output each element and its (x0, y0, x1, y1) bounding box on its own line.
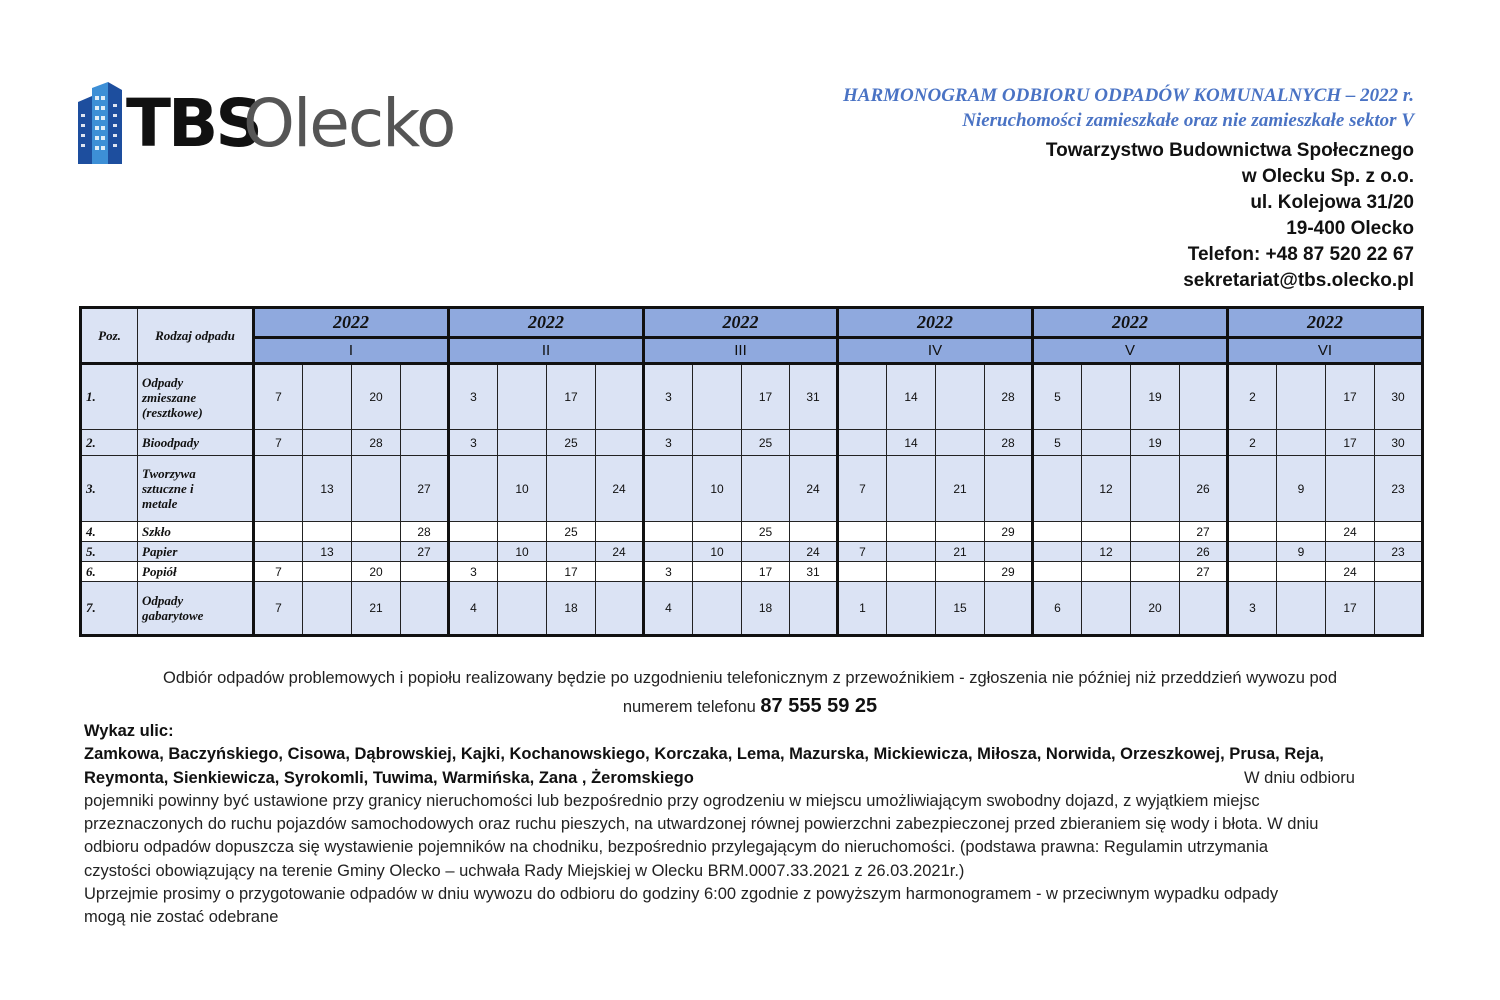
pickup-day-cell (838, 562, 887, 582)
pickup-day-cell (498, 582, 547, 636)
rules-line: odbioru odpadów dopuszcza się wystawienie pojemników na chodniku, bezpośrednio przylegającym do nieruchomości. (podstawa prawna: Regulamin utrzymania (84, 838, 1269, 857)
pickup-day-cell: 7 (254, 430, 303, 456)
pickup-day-cell (254, 522, 303, 542)
waste-type-name-line: Tworzywa (142, 466, 196, 481)
pickup-day-cell (887, 456, 936, 522)
schedule-table (79, 306, 1424, 637)
pickup-day-cell: 10 (498, 456, 547, 522)
pickup-day-cell: 23 (1375, 542, 1423, 562)
document-header (843, 84, 1414, 294)
phone-line: Telefon: +48 87 520 22 67 (1187, 244, 1414, 265)
pickup-day-cell (887, 522, 936, 542)
waste-type-name (138, 364, 254, 430)
pickup-day-cell: 7 (254, 582, 303, 636)
pickup-day-cell (936, 562, 985, 582)
pickup-day-cell: 3 (449, 364, 498, 430)
waste-row (81, 562, 1423, 582)
waste-row (81, 542, 1423, 562)
row-position: 7. (81, 582, 138, 636)
pickup-day-cell: 7 (838, 542, 887, 562)
pickup-day-cell (352, 456, 401, 522)
pickup-day-cell (985, 456, 1033, 522)
pickup-day-cell: 10 (693, 542, 742, 562)
pickup-day-cell (985, 582, 1033, 636)
year-header: 2022 (1228, 308, 1423, 338)
pickup-day-cell: 21 (936, 542, 985, 562)
email-line: sekretariat@tbs.olecko.pl (1183, 270, 1414, 291)
pickup-day-cell (449, 542, 498, 562)
pickup-day-cell (644, 522, 693, 542)
pickup-day-cell (887, 542, 936, 562)
row-position: 2. (81, 430, 138, 456)
pickup-day-cell: 27 (401, 542, 449, 562)
pickup-day-cell (1326, 542, 1375, 562)
pickup-day-cell (401, 364, 449, 430)
pickup-day-cell (790, 522, 838, 542)
pickup-day-cell: 31 (790, 364, 838, 430)
year-header: 2022 (838, 308, 1033, 338)
pickup-day-cell (1082, 522, 1131, 542)
pickup-day-cell (596, 364, 644, 430)
pickup-day-cell: 3 (644, 562, 693, 582)
pickup-day-cell (449, 522, 498, 542)
pickup-day-cell (1180, 364, 1228, 430)
pickup-day-cell: 25 (742, 522, 790, 542)
pickup-day-cell: 3 (644, 430, 693, 456)
header-rodzaj: Rodzaj odpadu (138, 308, 254, 364)
pickup-day-cell (1277, 430, 1326, 456)
pickup-day-cell (401, 562, 449, 582)
rules-line: przeznaczonych do ruchu pojazdów samochodowych oraz ruchu pieszych, na utwardzonej równej powierzchni zabezpieczonej przed zbieraniem się wody i błota. W dniu (84, 815, 1319, 834)
row-position: 6. (81, 562, 138, 582)
month-header-row (81, 338, 1423, 364)
pickup-day-cell: 29 (985, 562, 1033, 582)
pickup-day-cell: 7 (254, 364, 303, 430)
pickup-day-cell: 25 (547, 430, 596, 456)
pickup-day-cell: 25 (547, 522, 596, 542)
document-title: HARMONOGRAM ODBIORU ODPADÓW KOMUNALNYCH – 2022 r. (843, 85, 1414, 106)
pickup-day-cell: 29 (985, 522, 1033, 542)
pickup-day-cell: 15 (936, 582, 985, 636)
waste-type-name-line: Szkło (142, 524, 171, 539)
pickup-day-cell (498, 522, 547, 542)
row-position: 3. (81, 456, 138, 522)
pickup-day-cell: 25 (742, 430, 790, 456)
pickup-day-cell: 27 (401, 456, 449, 522)
pickup-day-cell (644, 542, 693, 562)
pickup-day-cell (1131, 562, 1180, 582)
header-poz: Poz. (81, 308, 138, 364)
pickup-day-cell: 3 (644, 364, 693, 430)
pickup-day-cell: 6 (1033, 582, 1082, 636)
year-header: 2022 (1033, 308, 1228, 338)
month-header: IV (838, 338, 1033, 364)
pickup-day-cell: 20 (1131, 582, 1180, 636)
company-logo (78, 82, 455, 168)
pickup-day-cell: 7 (254, 562, 303, 582)
pickup-day-cell: 5 (1033, 430, 1082, 456)
pickup-day-cell: 14 (887, 430, 936, 456)
waste-type-name-line: Papier (142, 544, 178, 559)
month-header: II (449, 338, 644, 364)
pickup-day-cell: 28 (985, 430, 1033, 456)
waste-row (81, 522, 1423, 542)
pickup-day-cell: 19 (1131, 364, 1180, 430)
pickup-day-cell (1082, 364, 1131, 430)
note-line (80, 692, 1420, 721)
note-prefix: numerem telefonu (622, 698, 761, 716)
address-line: w Olecku Sp. z o.o. (1241, 166, 1414, 187)
pickup-day-cell (1375, 522, 1423, 542)
pickup-day-cell (887, 582, 936, 636)
pickup-day-cell (1277, 582, 1326, 636)
pickup-day-cell (838, 430, 887, 456)
streets-list-text: Reymonta, Sienkiewicza, Syrokomli, Tuwima, Warmińska, Zana , Żeromskiego (84, 768, 694, 787)
address-line: Towarzystwo Budownictwa Społecznego (1045, 140, 1414, 161)
pickup-day-cell: 28 (985, 364, 1033, 430)
pickup-day-cell (1375, 562, 1423, 582)
pickup-day-cell (1228, 562, 1277, 582)
pickup-day-cell: 7 (838, 456, 887, 522)
pickup-day-cell: 13 (303, 456, 352, 522)
pickup-day-cell (303, 562, 352, 582)
pickup-day-cell: 17 (1326, 364, 1375, 430)
logo-text-tbs: TBS (126, 85, 260, 162)
pickup-day-cell: 24 (790, 542, 838, 562)
pickup-day-cell (693, 562, 742, 582)
pickup-day-cell: 17 (742, 364, 790, 430)
streets-list-line: Zamkowa, Baczyńskiego, Cisowa, Dąbrowskiej, Kajki, Kochanowskiego, Korczaka, Lema, Mazurska, Mickiewicza, Miłosza, Norwida, Orzeszkowej, Prusa, Reja, (84, 745, 1324, 764)
pickup-day-cell (1277, 522, 1326, 542)
pickup-day-cell: 20 (352, 364, 401, 430)
pickup-day-cell: 27 (1180, 522, 1228, 542)
row-position: 5. (81, 542, 138, 562)
pickup-day-cell (1082, 582, 1131, 636)
streets-list-line (84, 767, 1424, 790)
pickup-day-cell (936, 364, 985, 430)
pickup-day-cell (742, 542, 790, 562)
pickup-day-cell: 17 (547, 364, 596, 430)
pickup-day-cell: 5 (1033, 364, 1082, 430)
pickup-day-cell: 12 (1082, 542, 1131, 562)
pickup-day-cell (1180, 582, 1228, 636)
pickup-day-cell: 24 (596, 542, 644, 562)
building-logo-icon (78, 82, 124, 166)
month-header: VI (1228, 338, 1423, 364)
pickup-day-cell: 28 (352, 430, 401, 456)
pickup-day-cell (1277, 562, 1326, 582)
pickup-day-cell: 17 (547, 562, 596, 582)
pickup-day-cell: 12 (1082, 456, 1131, 522)
waste-type-name (138, 582, 254, 636)
month-header: I (254, 338, 449, 364)
pickup-day-cell: 24 (1326, 522, 1375, 542)
company-address (843, 138, 1414, 294)
row-position: 4. (81, 522, 138, 542)
pickup-day-cell: 17 (1326, 582, 1375, 636)
pickup-day-cell: 17 (742, 562, 790, 582)
waste-type-name (138, 562, 254, 582)
pickup-day-cell: 3 (449, 562, 498, 582)
waste-type-name-line: Bioodpady (142, 435, 200, 450)
pickup-day-cell (936, 430, 985, 456)
pickup-day-cell (936, 522, 985, 542)
pickup-day-cell (352, 542, 401, 562)
pickup-day-cell: 24 (790, 456, 838, 522)
pickup-day-cell (693, 582, 742, 636)
pickup-day-cell (742, 456, 790, 522)
pickup-day-cell: 24 (596, 456, 644, 522)
pickup-day-cell (596, 582, 644, 636)
pickup-day-cell (1033, 562, 1082, 582)
note-line: Odbiór odpadów problemowych i popiołu realizowany będzie po uzgodnieniu telefonicznym z przewoźnikiem - zgłoszenia nie później niż przeddzień wywozu pod (163, 669, 1337, 687)
pickup-day-cell (547, 542, 596, 562)
pickup-day-cell: 10 (498, 542, 547, 562)
pickup-day-cell (254, 456, 303, 522)
streets-heading: Wykaz ulic: (84, 722, 174, 740)
rules-line: mogą nie zostać odebrane (84, 908, 279, 927)
pickup-day-cell: 30 (1375, 430, 1423, 456)
pickup-day-cell (790, 582, 838, 636)
pickup-day-cell (644, 456, 693, 522)
pickup-day-cell (1131, 522, 1180, 542)
pickup-day-cell: 21 (352, 582, 401, 636)
year-header-row (81, 308, 1423, 338)
waste-type-name-line: Odpady (142, 593, 184, 608)
pickup-day-cell: 1 (838, 582, 887, 636)
pickup-day-cell (401, 582, 449, 636)
pickup-day-cell: 20 (352, 562, 401, 582)
pickup-day-cell (303, 582, 352, 636)
pickup-day-cell: 9 (1277, 542, 1326, 562)
waste-type-name-line: (resztkowe) (142, 404, 203, 420)
carrier-phone: 87 555 59 25 (760, 695, 878, 717)
pickup-day-cell (596, 522, 644, 542)
waste-type-name-line: sztuczne i (142, 481, 194, 496)
pickup-day-cell (790, 430, 838, 456)
pickup-day-cell: 26 (1180, 542, 1228, 562)
pickup-day-cell (254, 542, 303, 562)
pickup-intro-text: W dniu odbioru (1244, 768, 1355, 787)
waste-row (81, 430, 1423, 456)
waste-type-name-line: Odpady (142, 374, 184, 390)
pickup-day-cell (1033, 456, 1082, 522)
pickup-day-cell (887, 562, 936, 582)
month-header: III (644, 338, 838, 364)
pickup-day-cell (1228, 522, 1277, 542)
pickup-day-cell: 18 (547, 582, 596, 636)
pickup-day-cell (1277, 364, 1326, 430)
rules-line: pojemniki powinny być ustawione przy granicy nieruchomości lub bezpośrednio przy ogrodzeniu w miejscu umożliwiającym swobodny dojazd, z wyjątkiem miejsc (84, 791, 1260, 810)
pickup-day-cell: 13 (303, 542, 352, 562)
pickup-day-cell: 9 (1277, 456, 1326, 522)
pickup-day-cell: 23 (1375, 456, 1423, 522)
waste-type-name-line: metale (142, 496, 178, 511)
pickup-day-cell (303, 364, 352, 430)
pickup-day-cell (596, 430, 644, 456)
waste-type-name-line: gabarytowe (142, 608, 204, 623)
waste-type-name (138, 456, 254, 522)
year-header: 2022 (254, 308, 449, 338)
pickup-day-cell (498, 430, 547, 456)
problem-waste-note (80, 664, 1420, 721)
pickup-day-cell (1375, 582, 1423, 636)
year-header: 2022 (449, 308, 644, 338)
year-header: 2022 (644, 308, 838, 338)
rules-line: Uprzejmie prosimy o przygotowanie odpadów w dniu wywozu do odbioru do godziny 6:00 zgodnie z powyższym harmonogramem - w przeciwnym wypadku odpady (84, 885, 1279, 904)
pickup-day-cell: 19 (1131, 430, 1180, 456)
pickup-day-cell: 31 (790, 562, 838, 582)
address-line: ul. Kolejowa 31/20 (1250, 192, 1414, 213)
pickup-day-cell (1033, 522, 1082, 542)
waste-type-name (138, 430, 254, 456)
waste-row (81, 582, 1423, 636)
logo-text-olecko: Olecko (243, 85, 455, 162)
pickup-day-cell: 3 (1228, 582, 1277, 636)
pickup-day-cell (352, 522, 401, 542)
pickup-day-cell: 2 (1228, 430, 1277, 456)
pickup-day-cell: 17 (1326, 430, 1375, 456)
month-header: V (1033, 338, 1228, 364)
waste-type-name-line: Popiół (142, 564, 177, 579)
pickup-day-cell (1326, 456, 1375, 522)
pickup-day-cell: 26 (1180, 456, 1228, 522)
pickup-day-cell: 24 (1326, 562, 1375, 582)
pickup-day-cell (401, 430, 449, 456)
document-subtitle: Nieruchomości zamieszkałe oraz nie zamieszkałe sektor V (962, 110, 1414, 131)
pickup-day-cell (1082, 562, 1131, 582)
pickup-day-cell: 30 (1375, 364, 1423, 430)
pickup-day-cell (693, 522, 742, 542)
pickup-day-cell (303, 522, 352, 542)
pickup-day-cell: 10 (693, 456, 742, 522)
pickup-day-cell: 28 (401, 522, 449, 542)
pickup-day-cell (498, 562, 547, 582)
pickup-day-cell (693, 364, 742, 430)
pickup-day-cell: 14 (887, 364, 936, 430)
pickup-day-cell (547, 456, 596, 522)
pickup-day-cell (838, 364, 887, 430)
pickup-day-cell (985, 542, 1033, 562)
pickup-day-cell: 27 (1180, 562, 1228, 582)
waste-type-name-line: zmieszane (142, 389, 197, 405)
row-position: 1. (81, 364, 138, 430)
pickup-day-cell (303, 430, 352, 456)
pickup-day-cell (1082, 430, 1131, 456)
pickup-day-cell (693, 430, 742, 456)
pickup-day-cell: 4 (644, 582, 693, 636)
pickup-day-cell (1131, 456, 1180, 522)
pickup-day-cell (1033, 542, 1082, 562)
rules-line: czystości obowiązujący na terenie Gminy Olecko – uchwała Rady Miejskiej w Olecku BRM.0007.33.2021 z 26.03.2021r.) (84, 861, 965, 880)
pickup-day-cell: 4 (449, 582, 498, 636)
waste-row (81, 364, 1423, 430)
pickup-day-cell (449, 456, 498, 522)
address-line: 19-400 Olecko (1286, 218, 1414, 239)
streets-section (84, 720, 1424, 930)
pickup-day-cell (498, 364, 547, 430)
pickup-day-cell (1228, 456, 1277, 522)
waste-type-name (138, 522, 254, 542)
waste-row (81, 456, 1423, 522)
pickup-day-cell (1228, 542, 1277, 562)
pickup-day-cell: 3 (449, 430, 498, 456)
pickup-day-cell: 2 (1228, 364, 1277, 430)
pickup-day-cell (1180, 430, 1228, 456)
pickup-day-cell (1131, 542, 1180, 562)
pickup-day-cell (596, 562, 644, 582)
pickup-day-cell: 21 (936, 456, 985, 522)
waste-type-name (138, 542, 254, 562)
pickup-day-cell (838, 522, 887, 542)
pickup-day-cell: 18 (742, 582, 790, 636)
